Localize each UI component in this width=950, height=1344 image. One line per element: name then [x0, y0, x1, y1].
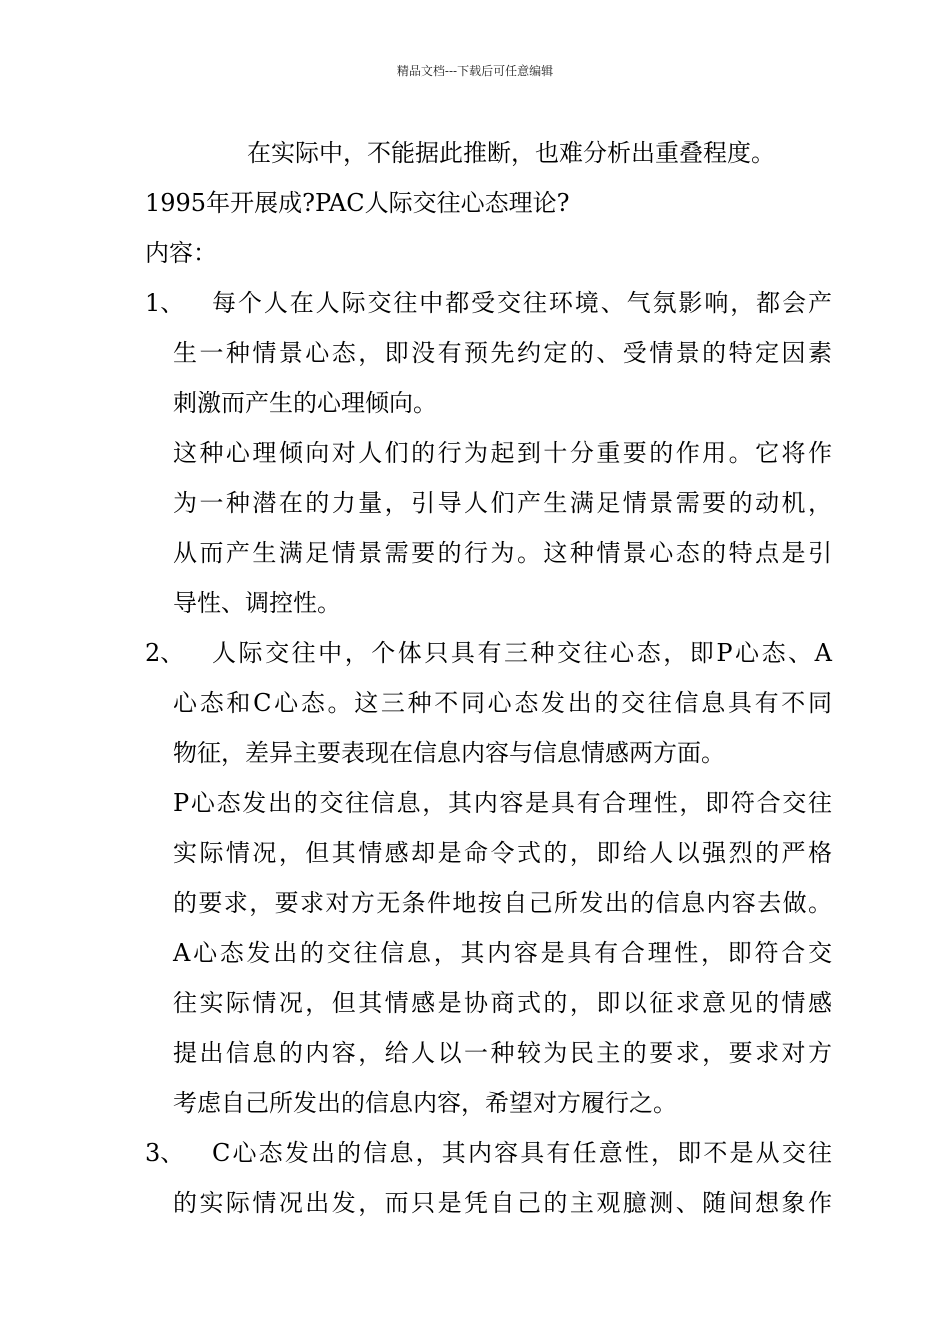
list-item-line: 刺激而产生的心理倾向。 — [173, 389, 437, 417]
list-item-line: 物征，差异主要表现在信息内容与信息情感两方面。 — [173, 739, 725, 767]
paragraph-line: 导性、调控性。 — [173, 589, 341, 617]
paragraph-line: 这种心理倾向对人们的行为起到十分重要的作用。它将作 — [173, 439, 832, 467]
intro-line: 内容： — [145, 239, 217, 267]
paragraph-line: 从而产生满足情景需要的行为。这种情景心态的特点是引 — [173, 539, 832, 567]
list-number: 1、 — [145, 289, 185, 317]
list-item-line: 心态和C心态。这三种不同心态发出的交往信息具有不同 — [173, 689, 832, 717]
intro-line: 1995年开展成?PAC人际交往心态理论? — [145, 189, 570, 217]
paragraph-line: 往实际情况，但其情感是协商式的，即以征求意见的情感 — [173, 989, 832, 1017]
paragraph-line: 考虑自己所发出的信息内容，希望对方履行之。 — [173, 1089, 677, 1117]
paragraph-line: A心态发出的交往信息，其内容是具有合理性，即符合交 — [173, 939, 832, 967]
paragraph-line: 提出信息的内容，给人以一种较为民主的要求，要求对方 — [173, 1039, 832, 1067]
paragraph-line: P心态发出的交往信息，其内容是具有合理性，即符合交往 — [173, 789, 832, 817]
intro-line: 在实际中，不能据此推断，也难分析出重叠程度。 — [247, 139, 775, 167]
paragraph-line: 的要求，要求对方无条件地按自己所发出的信息内容去做。 — [173, 889, 832, 917]
list-item-line: 的实际情况出发，而只是凭自己的主观臆测、随间想象作 — [173, 1189, 832, 1217]
list-item-line: 每个人在人际交往中都受交往环境、气氛影响，都会产 — [212, 289, 832, 317]
list-number: 3、 — [145, 1139, 185, 1167]
page-header: 精品文档---下载后可任意编辑 — [396, 64, 554, 78]
list-item-line: 人际交往中，个体只具有三种交往心态，即P心态、A — [212, 639, 832, 667]
list-item-line: C心态发出的信息，其内容具有任意性，即不是从交往 — [212, 1139, 832, 1167]
list-number: 2、 — [145, 639, 185, 667]
list-item-line: 生一种情景心态，即没有预先约定的、受情景的特定因素 — [173, 339, 832, 367]
paragraph-line: 实际情况，但其情感却是命令式的，即给人以强烈的严格 — [173, 839, 832, 867]
paragraph-line: 为一种潜在的力量，引导人们产生满足情景需要的动机， — [173, 489, 832, 517]
